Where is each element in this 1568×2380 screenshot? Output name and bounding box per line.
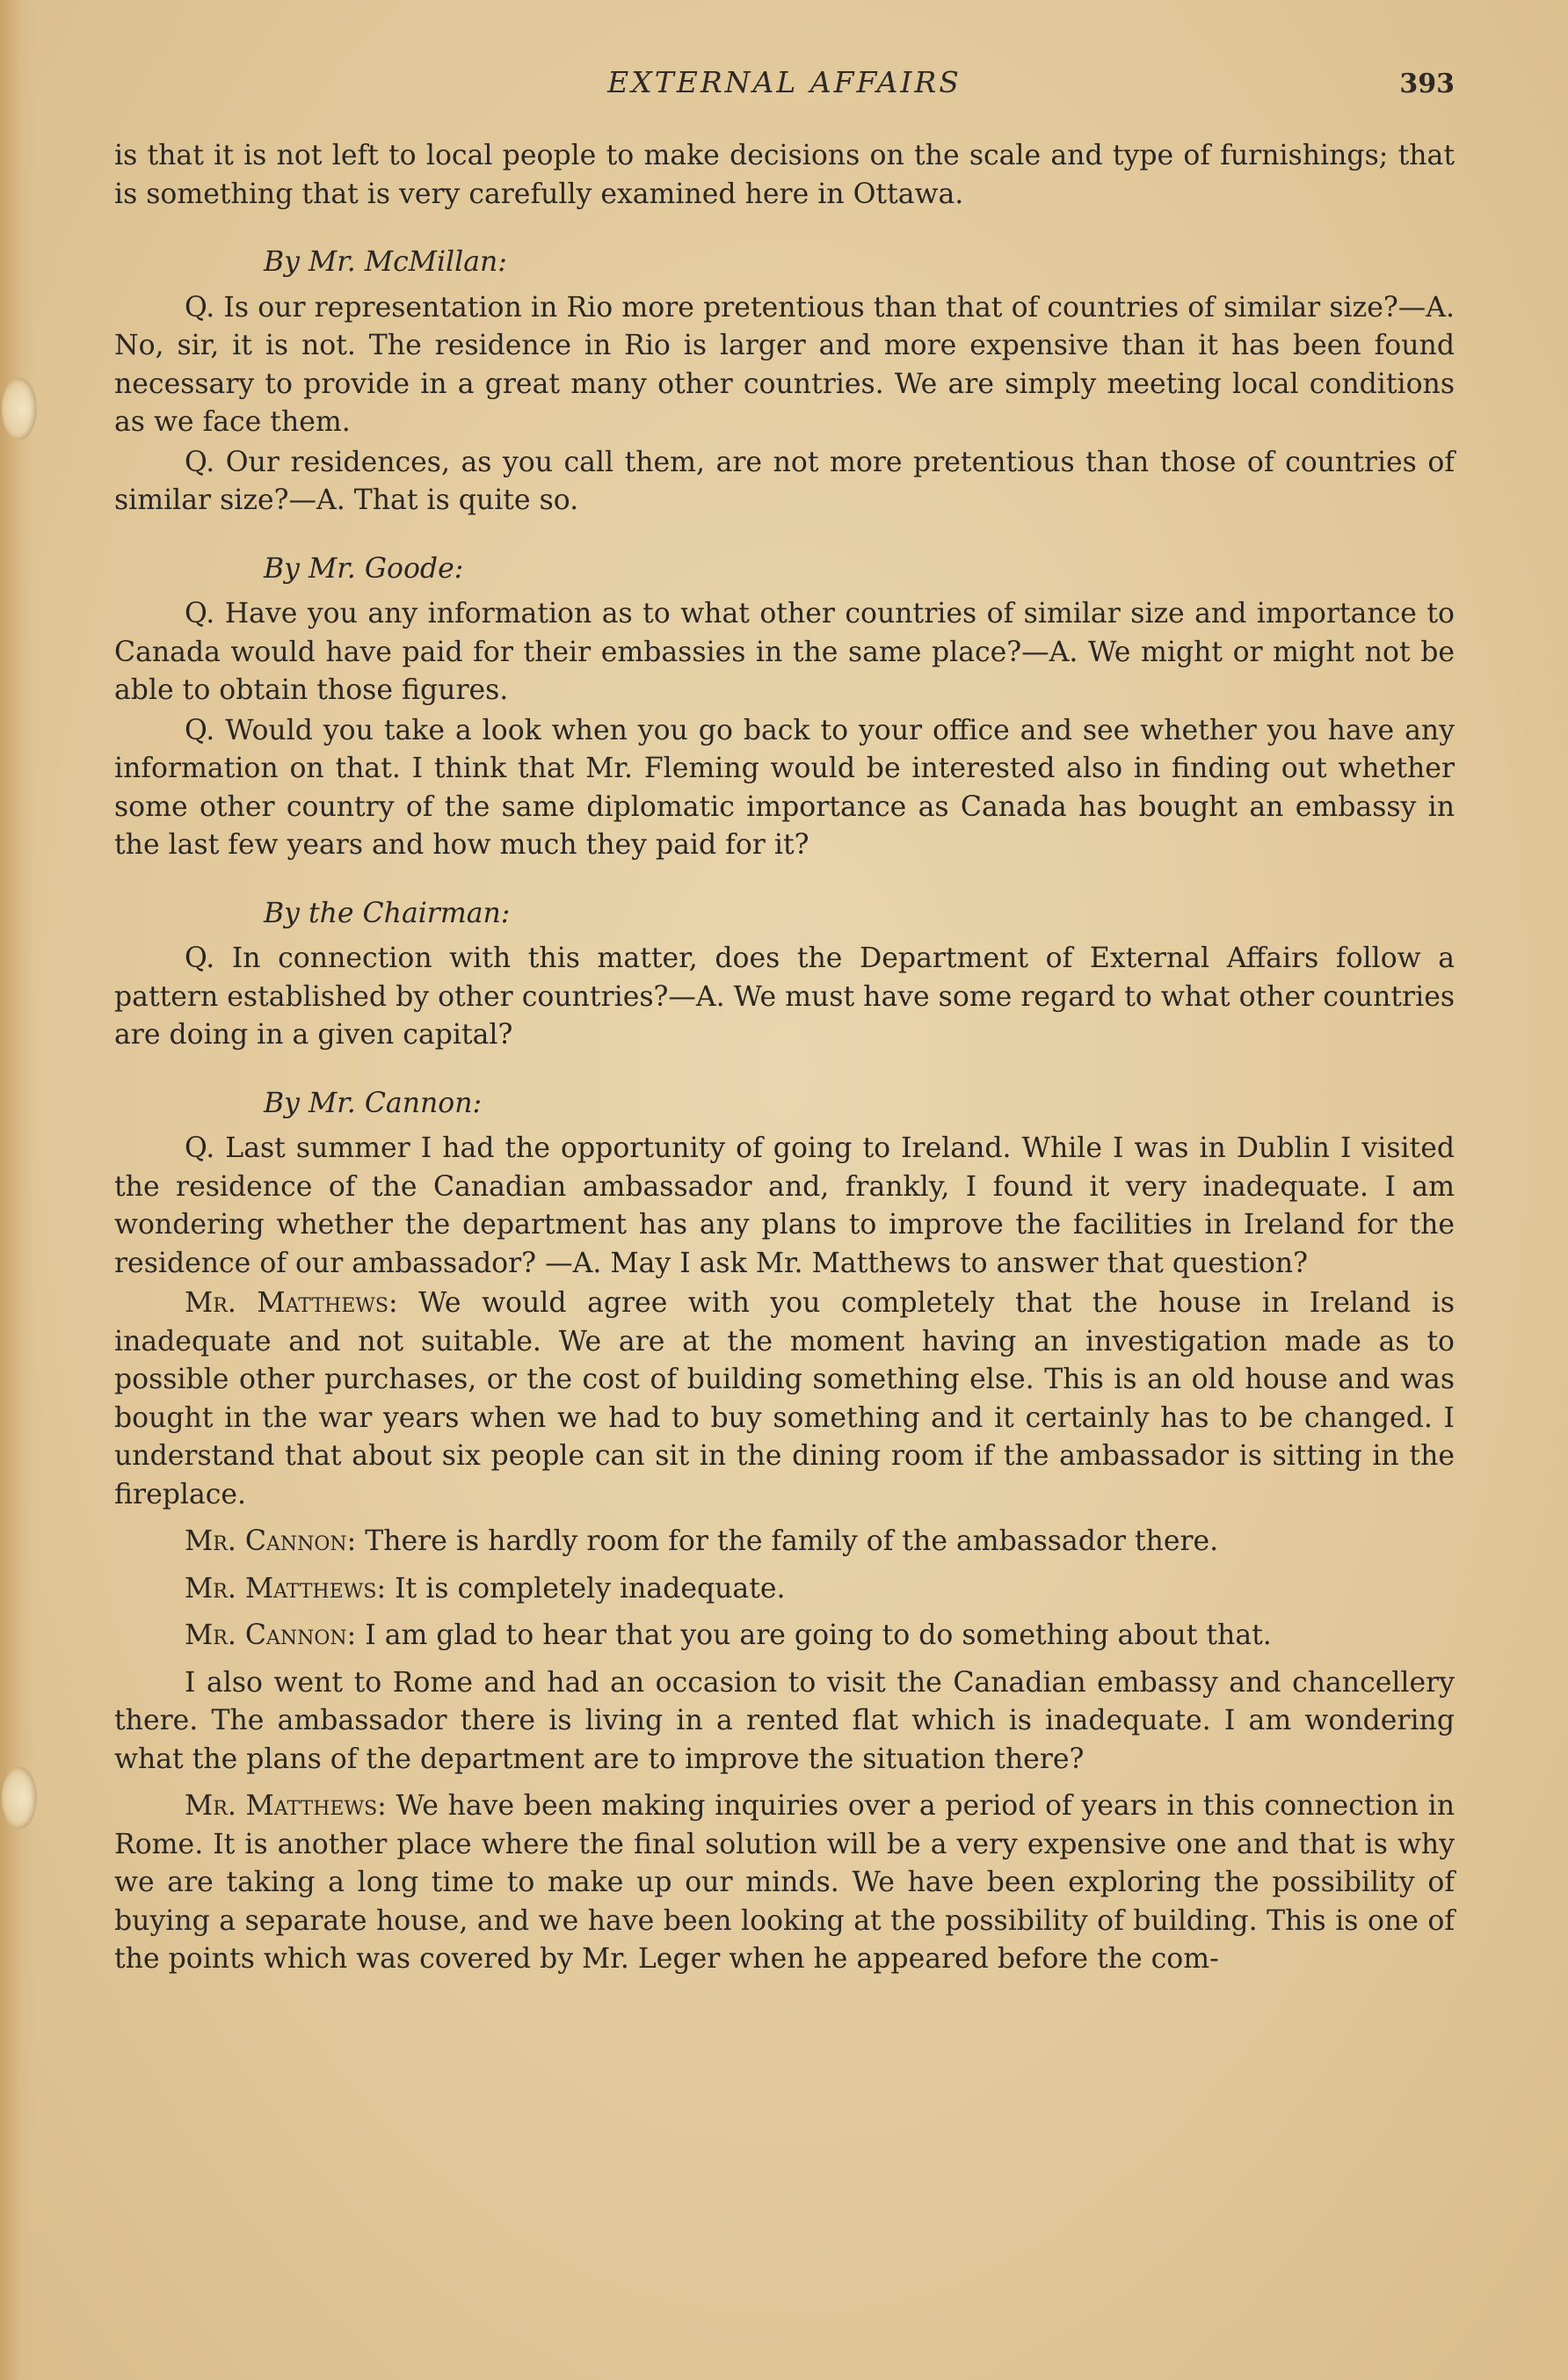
questioner-heading-mcmillan: By Mr. McMillan:: [264, 246, 507, 278]
questioner-heading-cannon: By Mr. Cannon:: [264, 1087, 483, 1119]
questioner-heading-goode: By Mr. Goode:: [264, 552, 464, 585]
running-title: EXTERNAL AFFAIRS: [607, 65, 962, 99]
speaker-name: Mr. Matthews:: [185, 1287, 398, 1319]
binding-hole-upper: [2, 378, 37, 440]
statement-text: There is hardly room for the family of the ambassador there.: [356, 1525, 1219, 1557]
questioner-heading-chairman: By the Chairman:: [264, 897, 511, 929]
paragraph-question: Q. Last summer I had the opportunity of going to Ireland. While I was in Dublin I visited the residence of the Canadian ambassador and, frankly, I found it very inadequate. I am wondering whether the department has any plans to improve the facilities in Ireland for the residence of our ambassador? —A. May I ask Mr. Matthews to answer that question?: [114, 1132, 1455, 1279]
statement-text: It is completely inadequate.: [386, 1572, 786, 1605]
paragraph-statement: [114, 1617, 1455, 1656]
binding-hole-lower: [2, 1767, 37, 1829]
paragraph-question: Q. Is our representation in Rio more pretentious than that of countries of similar size?—A. No, sir, it is not. The residence in Rio is larger and more expensive than it has been found necessary to provide in a great many other countries. We are simply meeting local conditions as we face them.: [114, 291, 1455, 438]
page-number: 393: [1399, 69, 1455, 99]
paragraph-statement: [114, 1523, 1455, 1561]
paragraph-statement: [114, 1285, 1455, 1514]
speaker-name: Mr. Cannon:: [185, 1525, 357, 1557]
paragraph-continuation: is that it is not left to local people to make decisions on the scale and type of furnishings; that is something that is very carefully examined here in Ottawa.: [114, 140, 1455, 210]
speaker-name: Mr. Matthews:: [185, 1572, 387, 1605]
paragraph-question: Q. In connection with this matter, does the Department of External Affairs follow a pattern established by other countries?—A. We must have some regard to what other countries are doing in a given capital?: [114, 943, 1455, 1051]
page-header: [114, 65, 1455, 118]
paragraph-question: Q. Our residences, as you call them, are not more pretentious than those of countries of similar size?—A. That is quite so.: [114, 446, 1455, 516]
paragraph-question: Q. Have you any information as to what other countries of similar size and importance to Canada would have paid for their embassies in the same place?—A. We might or might not be able to obtain those figures.: [114, 598, 1455, 706]
page-binding-edge: [0, 0, 35, 2380]
speaker-name: Mr. Matthews:: [185, 1790, 387, 1822]
statement-text: We have been making inquiries over a period of years in this connection in Rome. It is another place where the final solution will be a very expensive one and that is why we are taking a long time to make up our minds. We have been exploring the possibility of buying a separate house, and we have been looking at the possibility of building. This is one of the points which was covered by Mr. Leger when he appeared before the com-: [114, 1790, 1455, 1975]
statement-text: I am glad to hear that you are going to do something about that.: [356, 1619, 1272, 1651]
paragraph-statement: [114, 1570, 1455, 1609]
paragraph-question: Q. Would you take a look when you go back to your office and see whether you have any information on that. I think that Mr. Fleming would be interested also in finding out whether some other country of the same diplomatic importance as Canada has bought an embassy in the last few years and how much they paid for it?: [114, 714, 1455, 861]
speaker-name: Mr. Cannon:: [185, 1619, 357, 1651]
statement-text: We would agree with you completely that the house in Ireland is inadequate and not suitable. We are at the moment having an investigation made as to possible other purchases, or the cost of building something else. This is an old house and was bought in the war years when we had to buy something and it certainly has to be changed. I understand that about six people can sit in the dining room if the ambassador is sitting in the fireplace.: [114, 1287, 1455, 1510]
page-body: [114, 137, 1455, 1979]
paragraph-statement: [114, 1787, 1455, 1979]
paragraph-statement: I also went to Rome and had an occasion to visit the Canadian embassy and chancellery there. The ambassador there is living in a rented flat which is inadequate. I am wondering what the plans of the department are to improve the situation there?: [114, 1666, 1455, 1775]
